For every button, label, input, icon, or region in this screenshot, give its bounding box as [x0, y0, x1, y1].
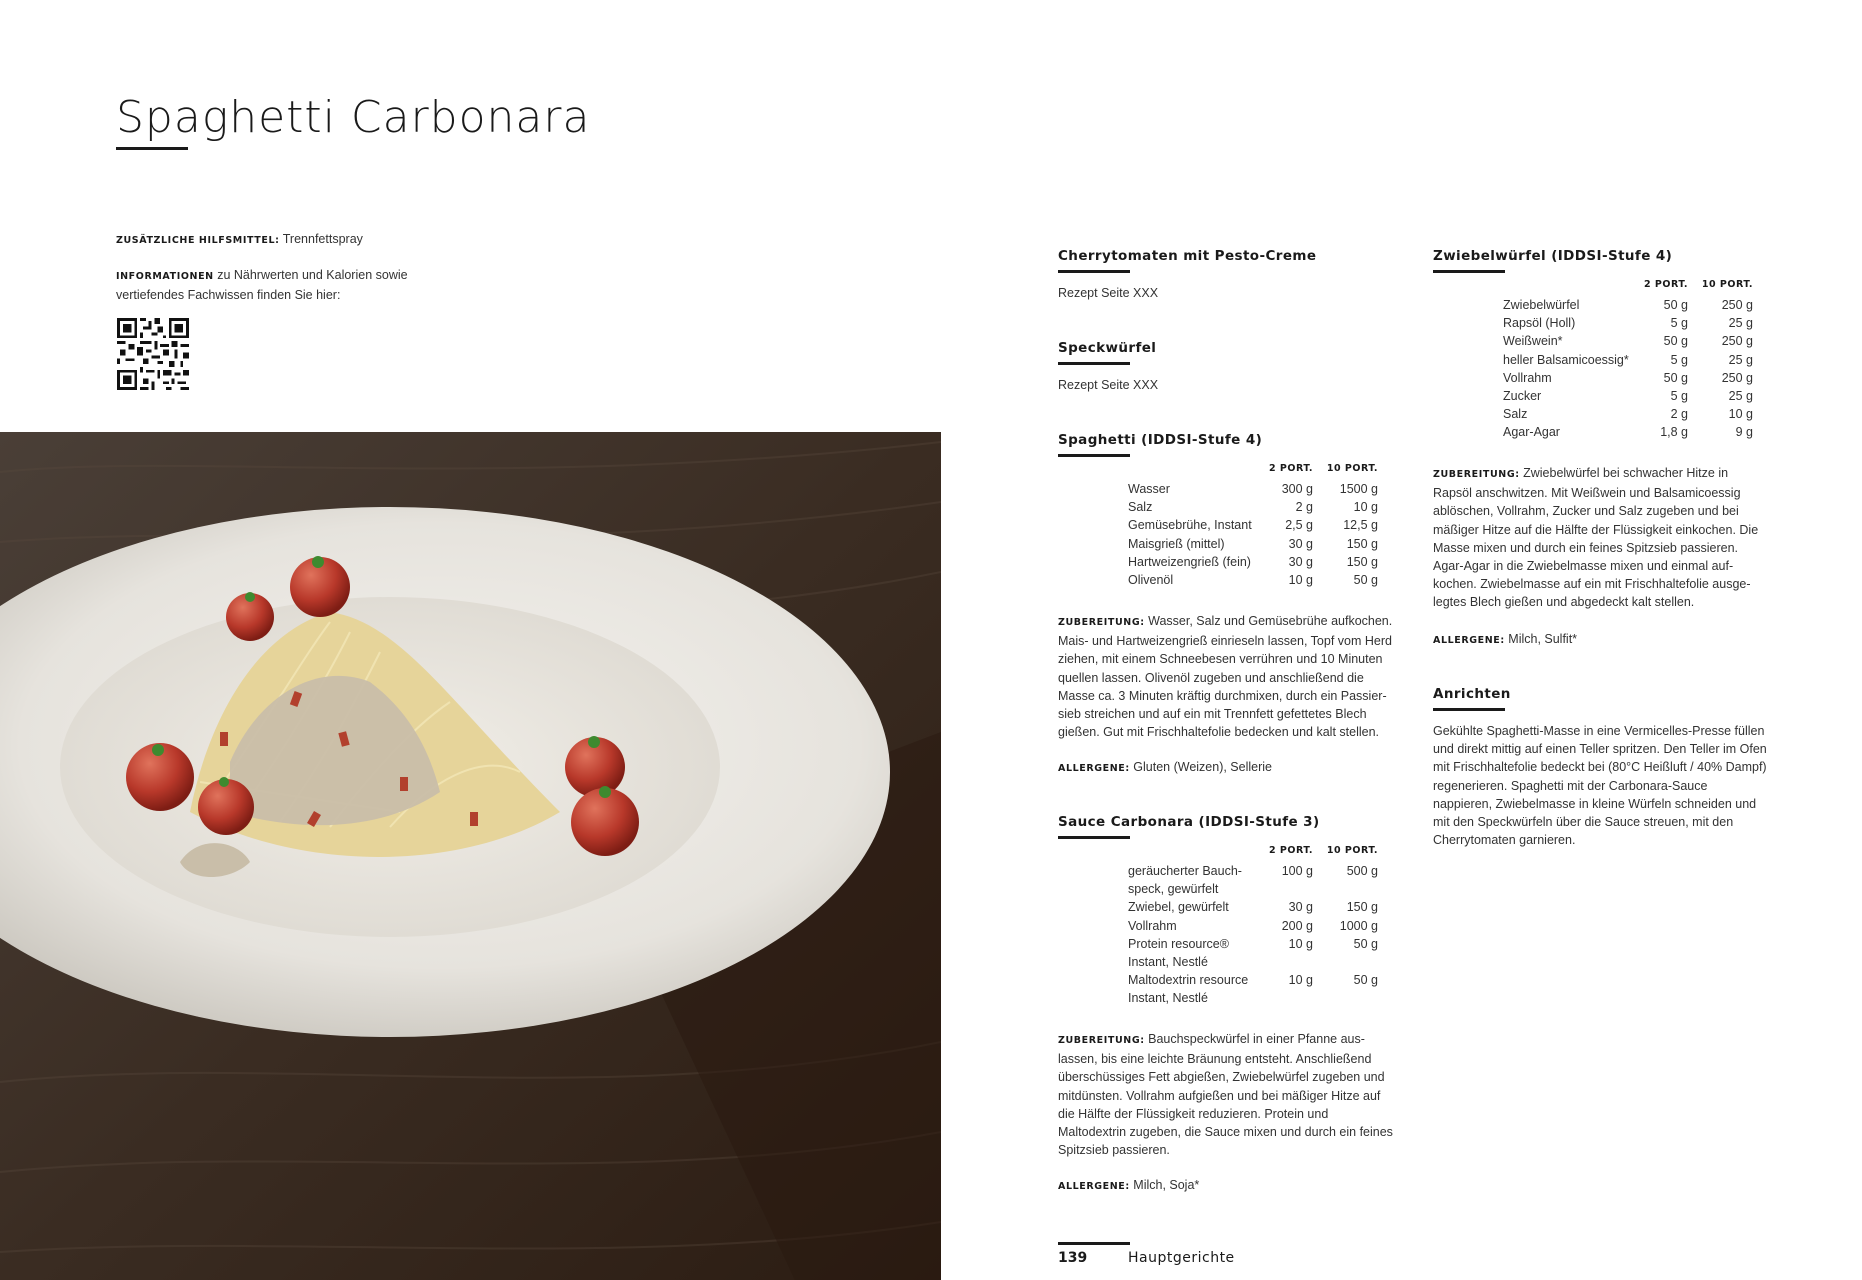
zwiebel-allergene	[1433, 630, 1577, 650]
anrichten-text: Gekühlte Spaghetti-Masse in eine Vermicelles-Presse füllen und direkt mittig auf einen Teller spritzen. Den Teller im Ofen mit Frischhaltefolie bedeckt bei (80°C Heißluft / 40% Dampf) regenerieren. Spaghetti mit der Carbonara-Sauce nappieren, Zwiebelmasse in kleine Würfeln schneiden und mit den Speckwürfeln über die Sauce streuen, mit den Cherrytomaten garnieren.	[1433, 724, 1767, 848]
footer-rule	[1058, 1242, 1130, 1245]
spaghetti-zubereitung	[1058, 612, 1393, 741]
ingredient-row	[1128, 898, 1378, 916]
ingredient-qty-10: 150 g	[1346, 554, 1378, 569]
ingredient-qty-2: 100 g	[1281, 864, 1313, 878]
section-rule	[1058, 362, 1130, 365]
ingredient-qty-2: 1,8 g	[1660, 425, 1688, 440]
ingredient-row	[1128, 498, 1378, 516]
ingredient-name: heller Balsamicoessig*	[1503, 352, 1629, 367]
ingredient-name: Weißwein*	[1503, 334, 1563, 349]
zubereitung-label: ZUBEREITUNG:	[1058, 617, 1145, 628]
ingredient-qty-2: 10 g	[1288, 973, 1313, 988]
ingredient-qty-10: 10 g	[1353, 500, 1378, 515]
ingredient-name: Salz	[1503, 407, 1528, 422]
ingredient-qty-10: 250 g	[1721, 370, 1753, 385]
section-title-speckwuerfel: Speckwürfel	[1058, 340, 1157, 356]
ingredient-qty-2: 5 g	[1670, 316, 1688, 331]
section-title-anrichten: Anrichten	[1433, 686, 1511, 702]
qr-code[interactable]	[117, 318, 189, 390]
ingredient-qty-2: 50 g	[1663, 334, 1688, 349]
ingredient-name: Maltodextrin resource Instant, Nestlé	[1128, 973, 1249, 1006]
ingredient-qty-2: 30 g	[1288, 554, 1313, 569]
ingredient-qty-10: 10 g	[1728, 407, 1753, 422]
column-header-2-port: 2 PORT.	[1269, 845, 1313, 856]
section-title-zwiebelwuerfel: Zwiebelwürfel (IDDSI-Stufe 4)	[1433, 248, 1673, 264]
ingredient-row	[1128, 917, 1378, 935]
ingredient-qty-10: 50 g	[1353, 973, 1378, 988]
zubereitung-text: Wasser, Salz und Gemüsebrühe aufkochen. Mais- und Hartweizengrieß einrieseln lassen, Topf vom Herd ziehen, mit einem Schneebesen verrühren und 10 Minuten quellen lassen. Olivenöl zugeben und anschließend die Masse ca. 3 Minuten kräftig durchmixen, durch ein Passier-sieb streichen und auf ein mit Trennfett gefettetes Blech gießen. Gut mit Frischhaltefolie bedecken und kalt stellen.	[1058, 614, 1393, 740]
ingredient-qty-2: 5 g	[1670, 389, 1688, 404]
sauce-zubereitung	[1058, 1030, 1393, 1159]
ingredient-qty-10: 50 g	[1353, 936, 1378, 951]
allergene-label: ALLERGENE:	[1058, 763, 1130, 774]
title-underline	[116, 147, 188, 150]
ingredient-qty-10: 150 g	[1346, 536, 1378, 551]
section-rule	[1433, 708, 1505, 711]
ingredient-name: Zwiebel, gewürfelt	[1128, 900, 1229, 915]
ingredient-qty-2: 2,5 g	[1285, 518, 1313, 533]
zubereitung-text: Zwiebelwürfel bei schwacher Hitze in Rapsöl anschwitzen. Mit Weißwein und Balsamicoessig ablöschen, Vollrahm, Zucker und Salz zugeben und bei mäßiger Hitze auf die Hälfte der Flüssigkeit einkochen. Die Masse mixen und durch ein feines Spitzsieb passieren. Agar-Agar in die Zwiebelmasse mixen und einmal auf-kochen. Zwiebelmasse auf ein mit Frischhaltefolie ausge-legtes Blech gießen und abgedeckt kalt stellen.	[1433, 466, 1759, 610]
dish-photo	[0, 432, 941, 1280]
spaghetti-allergene	[1058, 758, 1272, 778]
ingredient-name: Hartweizengrieß (fein)	[1128, 554, 1251, 569]
ingredient-row	[1128, 971, 1378, 1007]
ingredient-row	[1503, 387, 1753, 405]
ingredient-name: Gemüsebrühe, Instant	[1128, 518, 1252, 533]
ingredient-qty-2: 50 g	[1663, 298, 1688, 312]
ingredient-qty-10: 250 g	[1721, 334, 1753, 349]
zubereitung-label: ZUBEREITUNG:	[1433, 469, 1520, 480]
ingredient-name: Vollrahm	[1128, 918, 1177, 933]
ingredient-row	[1503, 405, 1753, 423]
ingredient-qty-10: 12,5 g	[1343, 518, 1378, 533]
zubereitung-label: ZUBEREITUNG:	[1058, 1035, 1145, 1046]
ingredient-qty-2: 300 g	[1281, 482, 1313, 496]
ingredient-qty-2: 5 g	[1670, 352, 1688, 367]
ingredient-row	[1128, 553, 1378, 571]
ingredient-name: Zwiebelwürfel	[1503, 298, 1580, 312]
ingredient-row	[1128, 480, 1378, 498]
ingredient-row	[1128, 571, 1378, 589]
hilfsmittel-label: ZUSÄTZLICHE HILFSMITTEL:	[116, 235, 280, 246]
ingredient-qty-2: 200 g	[1281, 918, 1313, 933]
ingredient-qty-10: 250 g	[1721, 298, 1753, 312]
ingredient-qty-2: 50 g	[1663, 370, 1688, 385]
column-header-2-port: 2 PORT.	[1269, 463, 1313, 474]
section-rule	[1058, 270, 1130, 273]
ingredient-row	[1503, 296, 1753, 314]
section-title-sauce-carbonara: Sauce Carbonara (IDDSI-Stufe 3)	[1058, 814, 1320, 830]
hilfsmittel-text: Trennfettspray	[282, 232, 363, 246]
ingredient-name: Rapsöl (Holl)	[1503, 316, 1576, 331]
page-number: 139	[1058, 1250, 1088, 1266]
ingredient-qty-2: 10 g	[1288, 936, 1313, 951]
ingredient-row	[1503, 332, 1753, 350]
ingredient-qty-10: 25 g	[1728, 316, 1753, 331]
ingredient-name: Salz	[1128, 500, 1153, 515]
section-rule	[1433, 270, 1505, 273]
ingredient-name: Zucker	[1503, 389, 1542, 404]
section-rule	[1058, 836, 1130, 839]
ingredient-qty-10: 25 g	[1728, 389, 1753, 404]
ingredient-qty-10: 1500 g	[1339, 482, 1378, 496]
spaghetti-ingredients-table	[1128, 463, 1378, 589]
section-title-cherrytomaten: Cherrytomaten mit Pesto-Creme	[1058, 248, 1317, 264]
column-header-10-port: 10 PORT.	[1326, 845, 1378, 856]
section-title-spaghetti: Spaghetti (IDDSI-Stufe 4)	[1058, 432, 1263, 448]
ingredient-qty-2: 10 g	[1288, 573, 1313, 588]
ingredient-qty-10: 500 g	[1346, 864, 1378, 878]
ingredient-name: geräucherter Bauch-speck, gewürfelt	[1128, 864, 1242, 897]
zwiebel-zubereitung	[1433, 464, 1768, 612]
zwiebel-ingredients-table	[1503, 279, 1753, 442]
ingredient-qty-2: 2 g	[1670, 407, 1688, 422]
ingredient-qty-2: 2 g	[1295, 500, 1313, 515]
speckwuerfel-text: Rezept Seite XXX	[1058, 378, 1159, 392]
zubereitung-text: Bauchspeckwürfel in einer Pfanne aus-lassen, bis eine leichte Bräunung entsteht. Anschließend überschüssiges Fett abgießen, Zwiebelwürfel zugeben und mitdünsten. Vollrahm aufgießen und bei mäßiger Hitze auf die Hälfte der Flüssigkeit reduzieren. Protein und Maltodextrin zugeben, die Sauce mixen und durch ein feines Spitzsieb passieren.	[1058, 1032, 1393, 1158]
ingredient-row	[1128, 516, 1378, 534]
hilfsmittel-info	[116, 230, 446, 250]
ingredient-name: Protein resource® Instant, Nestlé	[1128, 936, 1229, 970]
ingredient-qty-10: 150 g	[1346, 900, 1378, 915]
ingredient-name: Agar-Agar	[1503, 425, 1560, 440]
chapter-name: Hauptgerichte	[1128, 1250, 1235, 1266]
informationen-label: INFORMATIONEN	[116, 271, 214, 282]
ingredient-row	[1503, 314, 1753, 332]
ingredient-name: Olivenöl	[1128, 573, 1174, 588]
sauce-ingredients-table	[1128, 845, 1378, 1008]
ingredient-row	[1128, 862, 1378, 898]
ingredient-row	[1503, 369, 1753, 387]
ingredient-name: Maisgrieß (mittel)	[1128, 536, 1225, 551]
allergene-text: Gluten (Weizen), Sellerie	[1133, 760, 1272, 774]
ingredient-qty-2: 30 g	[1288, 900, 1313, 915]
allergene-label: ALLERGENE:	[1058, 1181, 1130, 1192]
ingredient-qty-2: 30 g	[1288, 536, 1313, 551]
allergene-label: ALLERGENE:	[1433, 635, 1505, 646]
column-header-10-port: 10 PORT.	[1326, 463, 1378, 474]
cherrytomaten-text: Rezept Seite XXX	[1058, 286, 1159, 300]
ingredient-qty-10: 1000 g	[1339, 918, 1378, 933]
ingredient-row	[1128, 535, 1378, 553]
ingredient-qty-10: 9 g	[1735, 425, 1753, 440]
ingredient-row	[1503, 351, 1753, 369]
ingredient-row	[1128, 935, 1378, 971]
section-rule	[1058, 454, 1130, 457]
column-header-2-port: 2 PORT.	[1644, 279, 1688, 290]
column-header-10-port: 10 PORT.	[1701, 279, 1753, 290]
ingredient-qty-10: 25 g	[1728, 352, 1753, 367]
informationen-text: zu Nährwerten und Kalorien sowie vertiefendes Fachwissen finden Sie hier:	[116, 268, 408, 302]
allergene-text: Milch, Sulfit*	[1508, 632, 1578, 646]
allergene-text: Milch, Soja*	[1133, 1178, 1200, 1192]
sauce-allergene	[1058, 1176, 1199, 1196]
page-title: Spaghetti Carbonara	[116, 92, 591, 143]
ingredient-row	[1503, 423, 1753, 441]
informationen-info	[116, 266, 426, 304]
ingredient-name: Wasser	[1128, 482, 1170, 496]
ingredient-qty-10: 50 g	[1353, 573, 1378, 588]
ingredient-name: Vollrahm	[1503, 370, 1552, 385]
